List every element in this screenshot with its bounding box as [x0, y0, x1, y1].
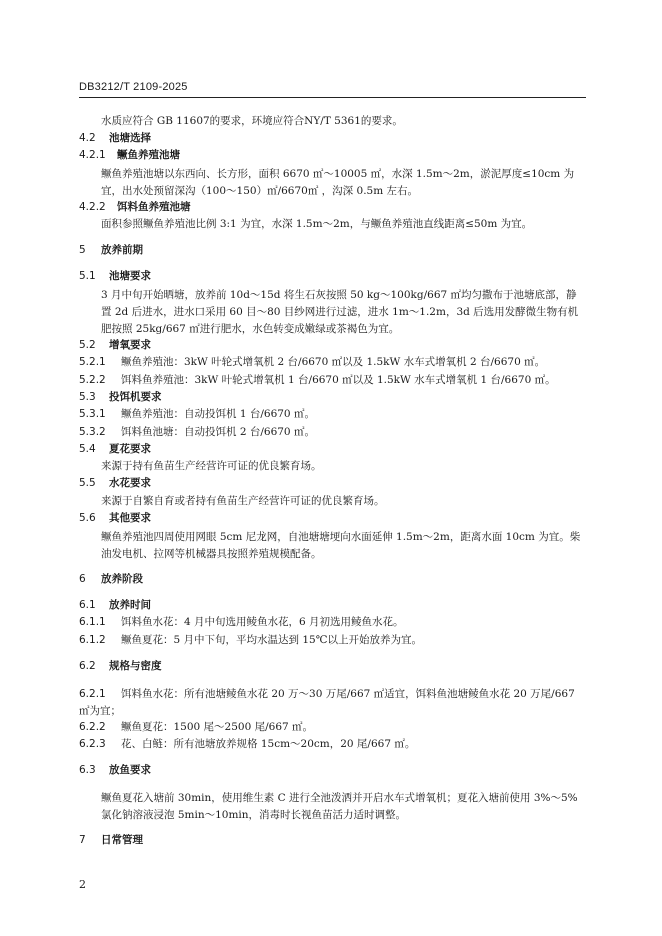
heading-title: 放鱼要求: [109, 764, 151, 776]
item-6-1-1: [79, 616, 586, 629]
item-number: 6.1.2: [79, 634, 106, 646]
item-6-2-1: [79, 686, 586, 720]
heading-number: 6.3: [79, 764, 96, 776]
item-6-2-2: [79, 721, 586, 734]
heading-title: 饵料鱼养殖池塘: [117, 201, 191, 213]
heading-6-1: [79, 599, 586, 612]
paragraph-fry: 来源于自繁自育或者持有鱼苗生产经营许可证的优良繁育场。: [101, 495, 385, 507]
paragraph-pond-spec: 鳜鱼养殖池塘以东西向、长方形，面积 6670 ㎡～10005 ㎡，水深 1.5m～2m，淤泥厚度≤10cm 为宜，出水处预留深沟（100～150）㎡/6670㎡ ，沟深 0.5m 左右。: [101, 168, 575, 197]
heading-number: 6.1: [79, 599, 96, 611]
heading-6: [79, 573, 586, 586]
heading-5: [79, 244, 586, 257]
page-number: 2: [79, 878, 86, 891]
heading-title: 日常管理: [101, 834, 143, 846]
paragraph-release-req: 鳜鱼夏花入塘前 30min，使用维生素 C 进行全池泼洒并开启水车式增氧机；夏花入塘前使用 3%～5%氯化钠溶液浸泡 5min～10min，消毒时长视鱼苗活力适时调整。: [101, 792, 578, 821]
heading-title: 水花要求: [109, 477, 151, 489]
paragraph-other-req: 鳜鱼养殖池四周使用网眼 5cm 尼龙网，自池塘塘埂向水面延伸 1.5m～2m，距离水面 10cm 为宜。柴油发电机、拉网等机械器具按照养殖规模配备。: [101, 531, 581, 560]
heading-4-2: [79, 132, 586, 145]
heading-number: 5.2: [79, 339, 96, 351]
item-text: 饵料鱼池塘：自动投饵机 2 台/6670 ㎡。: [121, 426, 315, 438]
heading-5-6: [79, 512, 586, 525]
heading-number: 5: [79, 244, 86, 256]
heading-number: 5.6: [79, 512, 96, 524]
item-number: 6.2.2: [79, 721, 106, 733]
item-5-3-2: [79, 426, 586, 439]
heading-title: 池塘选择: [109, 132, 151, 144]
heading-5-1: [79, 270, 586, 283]
document-code-header: DB3212/T 2109-2025: [79, 81, 188, 93]
heading-4-2-2: [79, 201, 586, 214]
item-text: 饵料鱼水花：4 月中旬选用鲮鱼水花，6 月初选用鲮鱼水花。: [121, 616, 404, 628]
paragraph-water-quality: 水质应符合 GB 11607的要求，环境应符合NY/T 5361的要求。: [101, 115, 403, 127]
heading-4-2-1: [79, 149, 586, 162]
heading-title: 其他要求: [109, 512, 151, 524]
item-text: 饵料鱼养殖池：3kW 叶轮式增氧机 1 台/6670 ㎡以及 1.5kW 水车式增氧机 1 台/6670 ㎡。: [121, 374, 556, 386]
heading-5-2: [79, 339, 586, 352]
heading-title: 增氧要求: [109, 339, 151, 351]
item-5-2-1: [79, 356, 586, 369]
paragraph-feed-pond: 面积参照鳜鱼养殖池比例 3:1 为宜，水深 1.5m～2m，与鳜鱼养殖池直线距离≤50m 为宜。: [101, 218, 533, 230]
item-5-3-1: [79, 408, 586, 421]
heading-5-3: [79, 391, 586, 404]
heading-number: 5.1: [79, 270, 96, 282]
heading-6-3: [79, 764, 586, 777]
item-number: 6.1.1: [79, 616, 106, 628]
item-text: 鳜鱼养殖池：自动投饵机 1 台/6670 ㎡。: [121, 408, 315, 420]
item-text: 花、白鲢：所有池塘放养规格 15cm～20cm，20 尾/667 ㎡。: [121, 738, 416, 750]
paragraph-pond-prep: 3 月中旬开始晒塘，放养前 10d～15d 将生石灰按照 50 kg～100kg/667 ㎡均匀撒布于池塘底部，静置 2d 后进水，进水口采用 60 目～80 目纱网进行过滤，进水 1m～1.2m，3d 后选用发酵微生物有机肥按照 25kg/667 ㎡进行肥水，水色转变成嫩绿或茶褐色为宜。: [101, 289, 579, 335]
heading-number: 6: [79, 573, 86, 585]
heading-number: 6.2: [79, 660, 96, 672]
item-5-2-2: [79, 374, 586, 387]
heading-number: 5.4: [79, 443, 96, 455]
heading-title: 夏花要求: [109, 443, 151, 455]
paragraph-summer-fry: 来源于持有鱼苗生产经营许可证的优良繁育场。: [101, 460, 322, 472]
heading-5-4: [79, 443, 586, 456]
heading-title: 放养前期: [101, 244, 143, 256]
heading-6-2: [79, 660, 586, 673]
item-text: 饵料鱼水花：所有池塘鲮鱼水花 20 万～30 万尾/667 ㎡适宜，饵料鱼池塘鲮鱼水花 20 万尾/667 ㎡为宜；: [79, 688, 575, 717]
heading-number: 7: [79, 834, 86, 846]
heading-number: 4.2.1: [79, 149, 106, 161]
heading-title: 规格与密度: [109, 660, 162, 672]
heading-title: 放养时间: [109, 599, 151, 611]
heading-title: 投饵机要求: [109, 391, 162, 403]
heading-number: 4.2.2: [79, 201, 106, 213]
heading-title: 放养阶段: [101, 573, 143, 585]
heading-number: 5.5: [79, 477, 96, 489]
item-number: 5.2.1: [79, 356, 106, 368]
heading-title: 池塘要求: [109, 270, 151, 282]
item-6-2-3: [79, 738, 586, 751]
item-number: 5.3.2: [79, 426, 106, 438]
heading-title: 鳜鱼养殖池塘: [117, 149, 180, 161]
item-number: 6.2.3: [79, 738, 106, 750]
item-text: 鳜鱼夏花：5 月中下旬，平均水温达到 15℃以上开始放养为宜。: [121, 634, 422, 646]
item-text: 鳜鱼养殖池：3kW 叶轮式增氧机 2 台/6670 ㎡以及 1.5kW 水车式增氧机 2 台/6670 ㎡。: [121, 356, 546, 368]
heading-number: 5.3: [79, 391, 96, 403]
heading-number: 4.2: [79, 132, 96, 144]
header-rule: [79, 97, 586, 98]
item-number: 5.2.2: [79, 374, 106, 386]
heading-5-5: [79, 477, 586, 490]
item-6-1-2: [79, 634, 586, 647]
heading-7: [79, 834, 586, 847]
item-number: 6.2.1: [79, 688, 106, 700]
item-text: 鳜鱼夏花：1500 尾～2500 尾/667 ㎡。: [121, 721, 314, 733]
item-number: 5.3.1: [79, 408, 106, 420]
